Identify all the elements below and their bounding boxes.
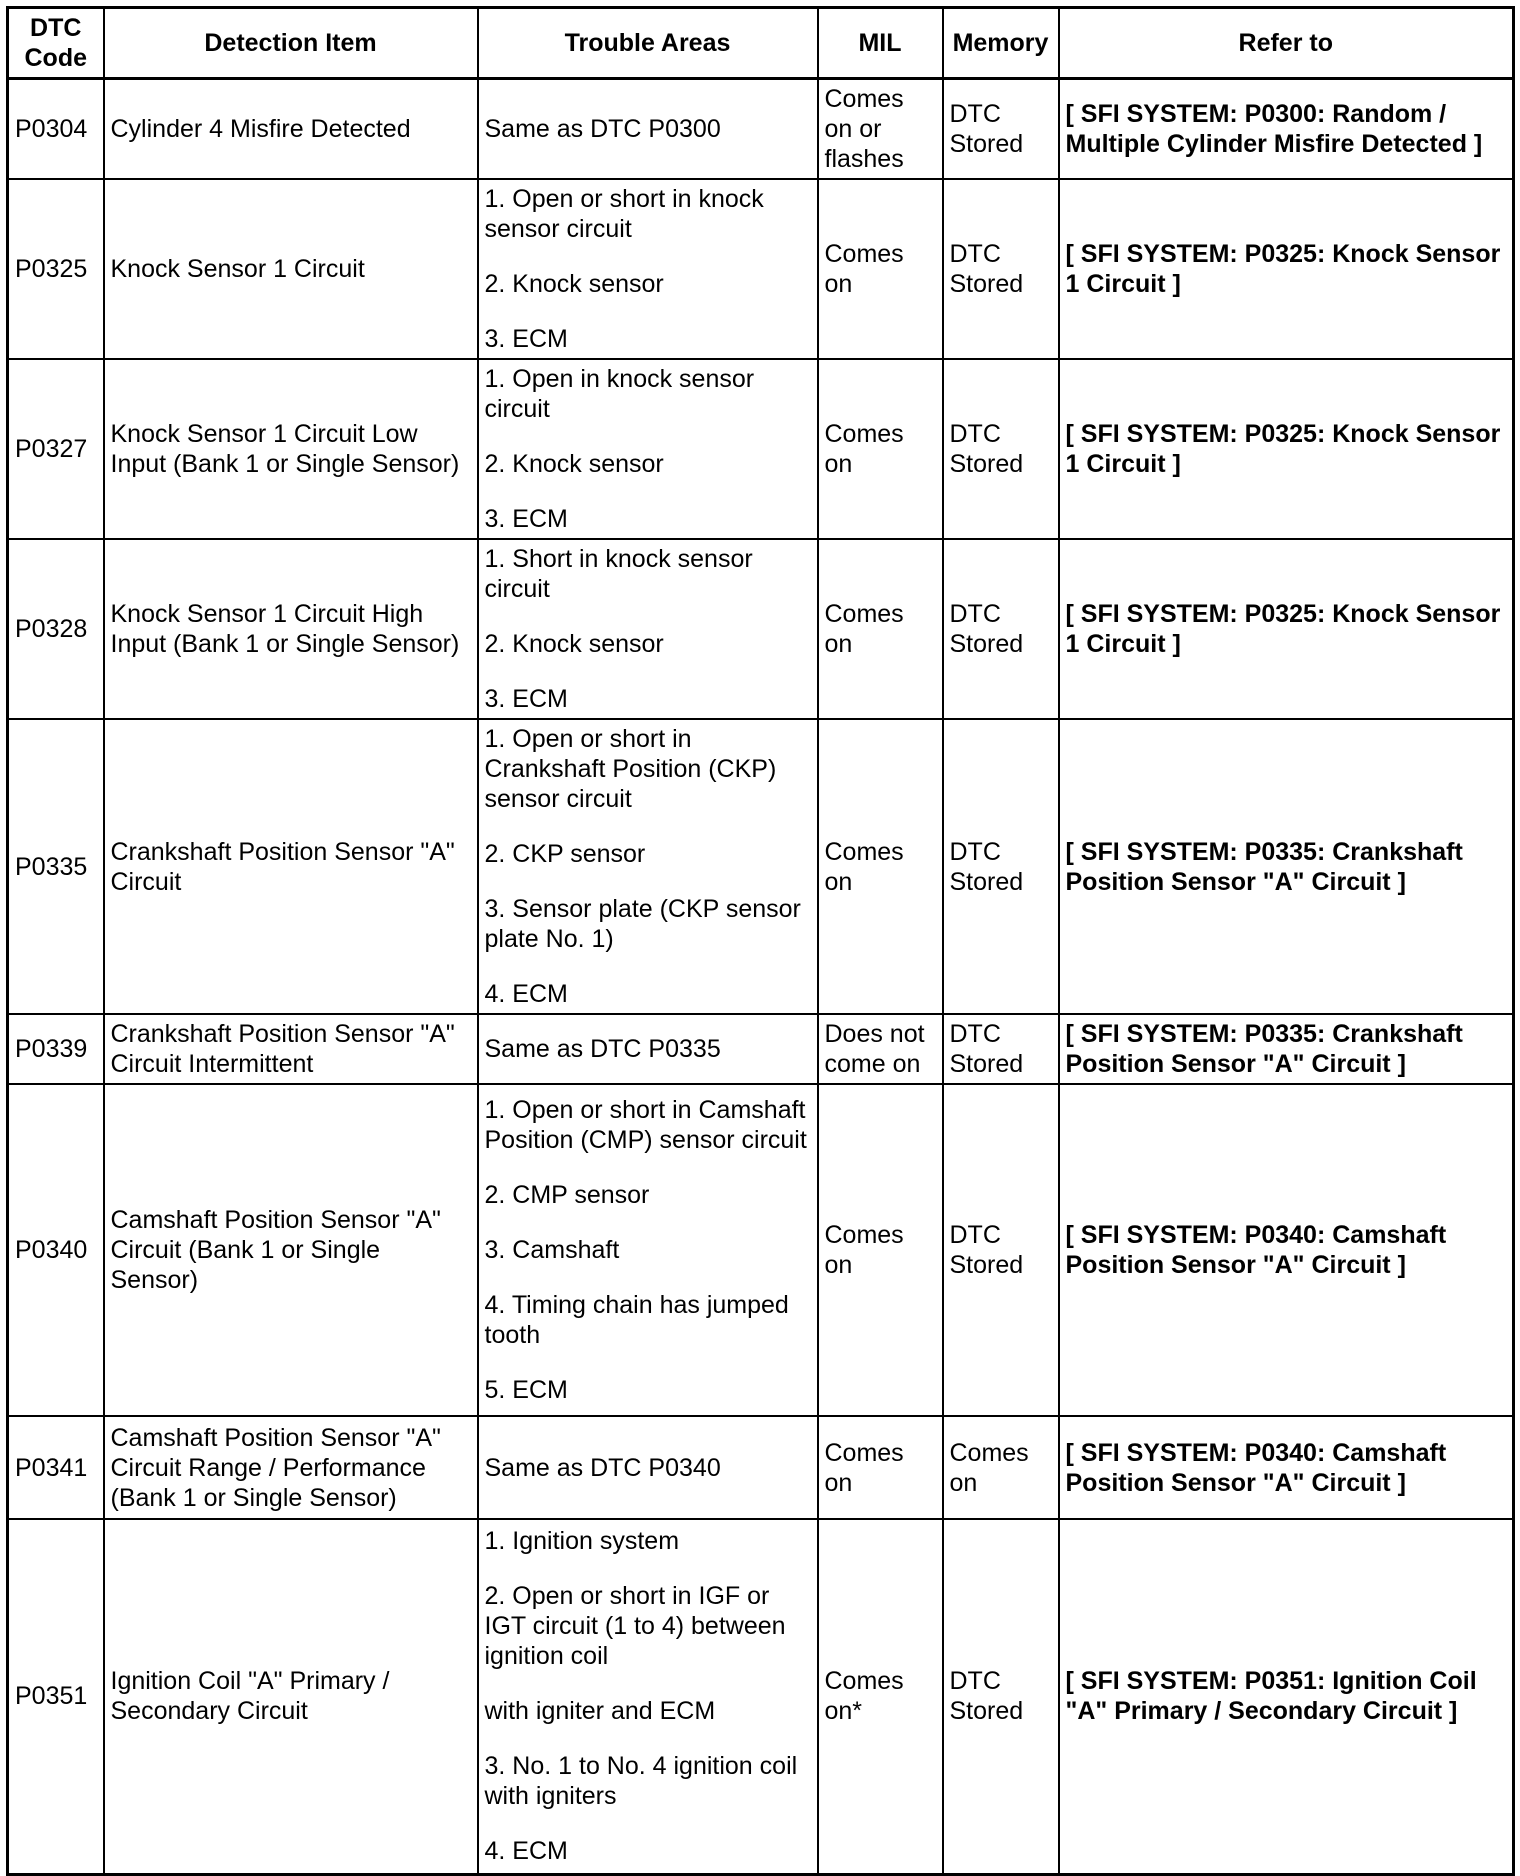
- table-row: [8, 359, 1514, 539]
- table-row: [8, 1416, 1514, 1519]
- memory-status: DTC Stored: [943, 1084, 1059, 1416]
- trouble-area-item: 1. Open or short in Crankshaft Position (CKP) sensor circuit: [484, 725, 777, 813]
- table-row: [8, 1084, 1514, 1416]
- trouble-areas: [478, 79, 818, 180]
- dtc-code: P0304: [8, 79, 104, 180]
- memory-status: DTC Stored: [943, 719, 1059, 1014]
- refer-to-link[interactable]: [ SFI SYSTEM: P0325: Knock Sensor 1 Circuit ]: [1059, 539, 1514, 719]
- memory-status: DTC Stored: [943, 1014, 1059, 1084]
- header-detection-item: Detection Item: [104, 8, 478, 79]
- refer-to-link[interactable]: [ SFI SYSTEM: P0340: Camshaft Position Sensor "A" Circuit ]: [1059, 1416, 1514, 1519]
- refer-to-link[interactable]: [ SFI SYSTEM: P0351: Ignition Coil "A" Primary / Secondary Circuit ]: [1059, 1519, 1514, 1874]
- trouble-areas: [478, 359, 818, 539]
- trouble-area-item: 2. Knock sensor: [484, 450, 664, 478]
- memory-status: DTC Stored: [943, 359, 1059, 539]
- table-row: [8, 1014, 1514, 1084]
- dtc-code: P0351: [8, 1519, 104, 1874]
- trouble-area-item: 2. Open or short in IGF or IGT circuit (1 to 4) between ignition coil: [484, 1582, 786, 1671]
- detection-item: Knock Sensor 1 Circuit High Input (Bank 1 or Single Sensor): [104, 539, 478, 719]
- mil-status: Comes on: [818, 359, 943, 539]
- trouble-area-item: 2. Knock sensor: [484, 270, 664, 298]
- refer-to-link[interactable]: [ SFI SYSTEM: P0300: Random / Multiple Cylinder Misfire Detected ]: [1059, 79, 1514, 180]
- memory-status: Comes on: [943, 1416, 1059, 1519]
- header-row: [8, 8, 1514, 79]
- trouble-area-item: 2. Knock sensor: [484, 630, 664, 658]
- mil-status: Comes on*: [818, 1519, 943, 1874]
- trouble-area-item: 3. No. 1 to No. 4 ignition coil with igniters: [484, 1752, 798, 1811]
- memory-status: DTC Stored: [943, 179, 1059, 359]
- detection-item: Knock Sensor 1 Circuit: [104, 179, 478, 359]
- header-trouble-areas: Trouble Areas: [478, 8, 818, 79]
- refer-to-link[interactable]: [ SFI SYSTEM: P0340: Camshaft Position Sensor "A" Circuit ]: [1059, 1084, 1514, 1416]
- detection-item: Camshaft Position Sensor "A" Circuit Range / Performance (Bank 1 or Single Sensor): [104, 1416, 478, 1519]
- trouble-area-item: Same as DTC P0300: [484, 115, 721, 143]
- mil-status: Comes on: [818, 179, 943, 359]
- detection-item: Crankshaft Position Sensor "A" Circuit: [104, 719, 478, 1014]
- table-row: [8, 79, 1514, 180]
- trouble-areas: [478, 179, 818, 359]
- trouble-area-item: Same as DTC P0335: [484, 1035, 721, 1063]
- header-refer-to: Refer to: [1059, 8, 1514, 79]
- trouble-area-item: 1. Short in knock sensor circuit: [484, 545, 753, 603]
- refer-to-link[interactable]: [ SFI SYSTEM: P0325: Knock Sensor 1 Circuit ]: [1059, 359, 1514, 539]
- dtc-code: P0340: [8, 1084, 104, 1416]
- dtc-table: [6, 6, 1515, 1876]
- trouble-area-item: Same as DTC P0340: [484, 1453, 721, 1482]
- trouble-area-item: 3. ECM: [484, 505, 568, 533]
- trouble-areas: [478, 1519, 818, 1874]
- dtc-code: P0328: [8, 539, 104, 719]
- detection-item: Cylinder 4 Misfire Detected: [104, 79, 478, 180]
- trouble-areas: [478, 1084, 818, 1416]
- detection-item: Knock Sensor 1 Circuit Low Input (Bank 1 or Single Sensor): [104, 359, 478, 539]
- trouble-area-item: 5. ECM: [484, 1376, 568, 1404]
- trouble-area-item: 1. Ignition system: [484, 1527, 680, 1556]
- trouble-area-item: 2. CMP sensor: [484, 1181, 650, 1209]
- trouble-area-item: 1. Open or short in Camshaft Position (CMP) sensor circuit: [484, 1096, 807, 1154]
- dtc-code: P0335: [8, 719, 104, 1014]
- table-row: [8, 179, 1514, 359]
- dtc-code: P0339: [8, 1014, 104, 1084]
- trouble-areas: [478, 539, 818, 719]
- memory-status: DTC Stored: [943, 539, 1059, 719]
- trouble-areas: [478, 1416, 818, 1519]
- trouble-areas: [478, 1014, 818, 1084]
- header-mil: MIL: [818, 8, 943, 79]
- trouble-area-item: 4. Timing chain has jumped tooth: [484, 1291, 789, 1349]
- refer-to-link[interactable]: [ SFI SYSTEM: P0335: Crankshaft Position Sensor "A" Circuit ]: [1059, 719, 1514, 1014]
- mil-status: Comes on: [818, 1416, 943, 1519]
- table-row: [8, 1519, 1514, 1874]
- refer-to-link[interactable]: [ SFI SYSTEM: P0335: Crankshaft Position Sensor "A" Circuit ]: [1059, 1014, 1514, 1084]
- trouble-area-item: 4. ECM: [484, 1837, 568, 1866]
- detection-item: Ignition Coil "A" Primary / Secondary Circuit: [104, 1519, 478, 1874]
- trouble-area-item: 1. Open or short in knock sensor circuit: [484, 185, 764, 243]
- trouble-area-item: 3. ECM: [484, 325, 568, 353]
- header-memory: Memory: [943, 8, 1059, 79]
- trouble-area-item: 3. ECM: [484, 685, 568, 713]
- dtc-code: P0341: [8, 1416, 104, 1519]
- mil-status: Does not come on: [818, 1014, 943, 1084]
- trouble-area-item: 3. Camshaft: [484, 1236, 620, 1264]
- mil-status: Comes on or flashes: [818, 79, 943, 180]
- trouble-area-item: 4. ECM: [484, 980, 568, 1008]
- dtc-code: P0327: [8, 359, 104, 539]
- trouble-area-item: 1. Open in knock sensor circuit: [484, 365, 755, 423]
- trouble-areas: [478, 719, 818, 1014]
- mil-status: Comes on: [818, 539, 943, 719]
- refer-to-link[interactable]: [ SFI SYSTEM: P0325: Knock Sensor 1 Circuit ]: [1059, 179, 1514, 359]
- memory-status: DTC Stored: [943, 79, 1059, 180]
- detection-item: Crankshaft Position Sensor "A" Circuit Intermittent: [104, 1014, 478, 1084]
- table-row: [8, 719, 1514, 1014]
- mil-status: Comes on: [818, 719, 943, 1014]
- trouble-area-item: with igniter and ECM: [484, 1697, 716, 1726]
- trouble-area-item: 3. Sensor plate (CKP sensor plate No. 1): [484, 895, 801, 953]
- table-row: [8, 539, 1514, 719]
- dtc-code: P0325: [8, 179, 104, 359]
- memory-status: DTC Stored: [943, 1519, 1059, 1874]
- header-dtc-code: DTC Code: [8, 8, 104, 79]
- mil-status: Comes on: [818, 1084, 943, 1416]
- detection-item: Camshaft Position Sensor "A" Circuit (Bank 1 or Single Sensor): [104, 1084, 478, 1416]
- trouble-area-item: 2. CKP sensor: [484, 840, 646, 868]
